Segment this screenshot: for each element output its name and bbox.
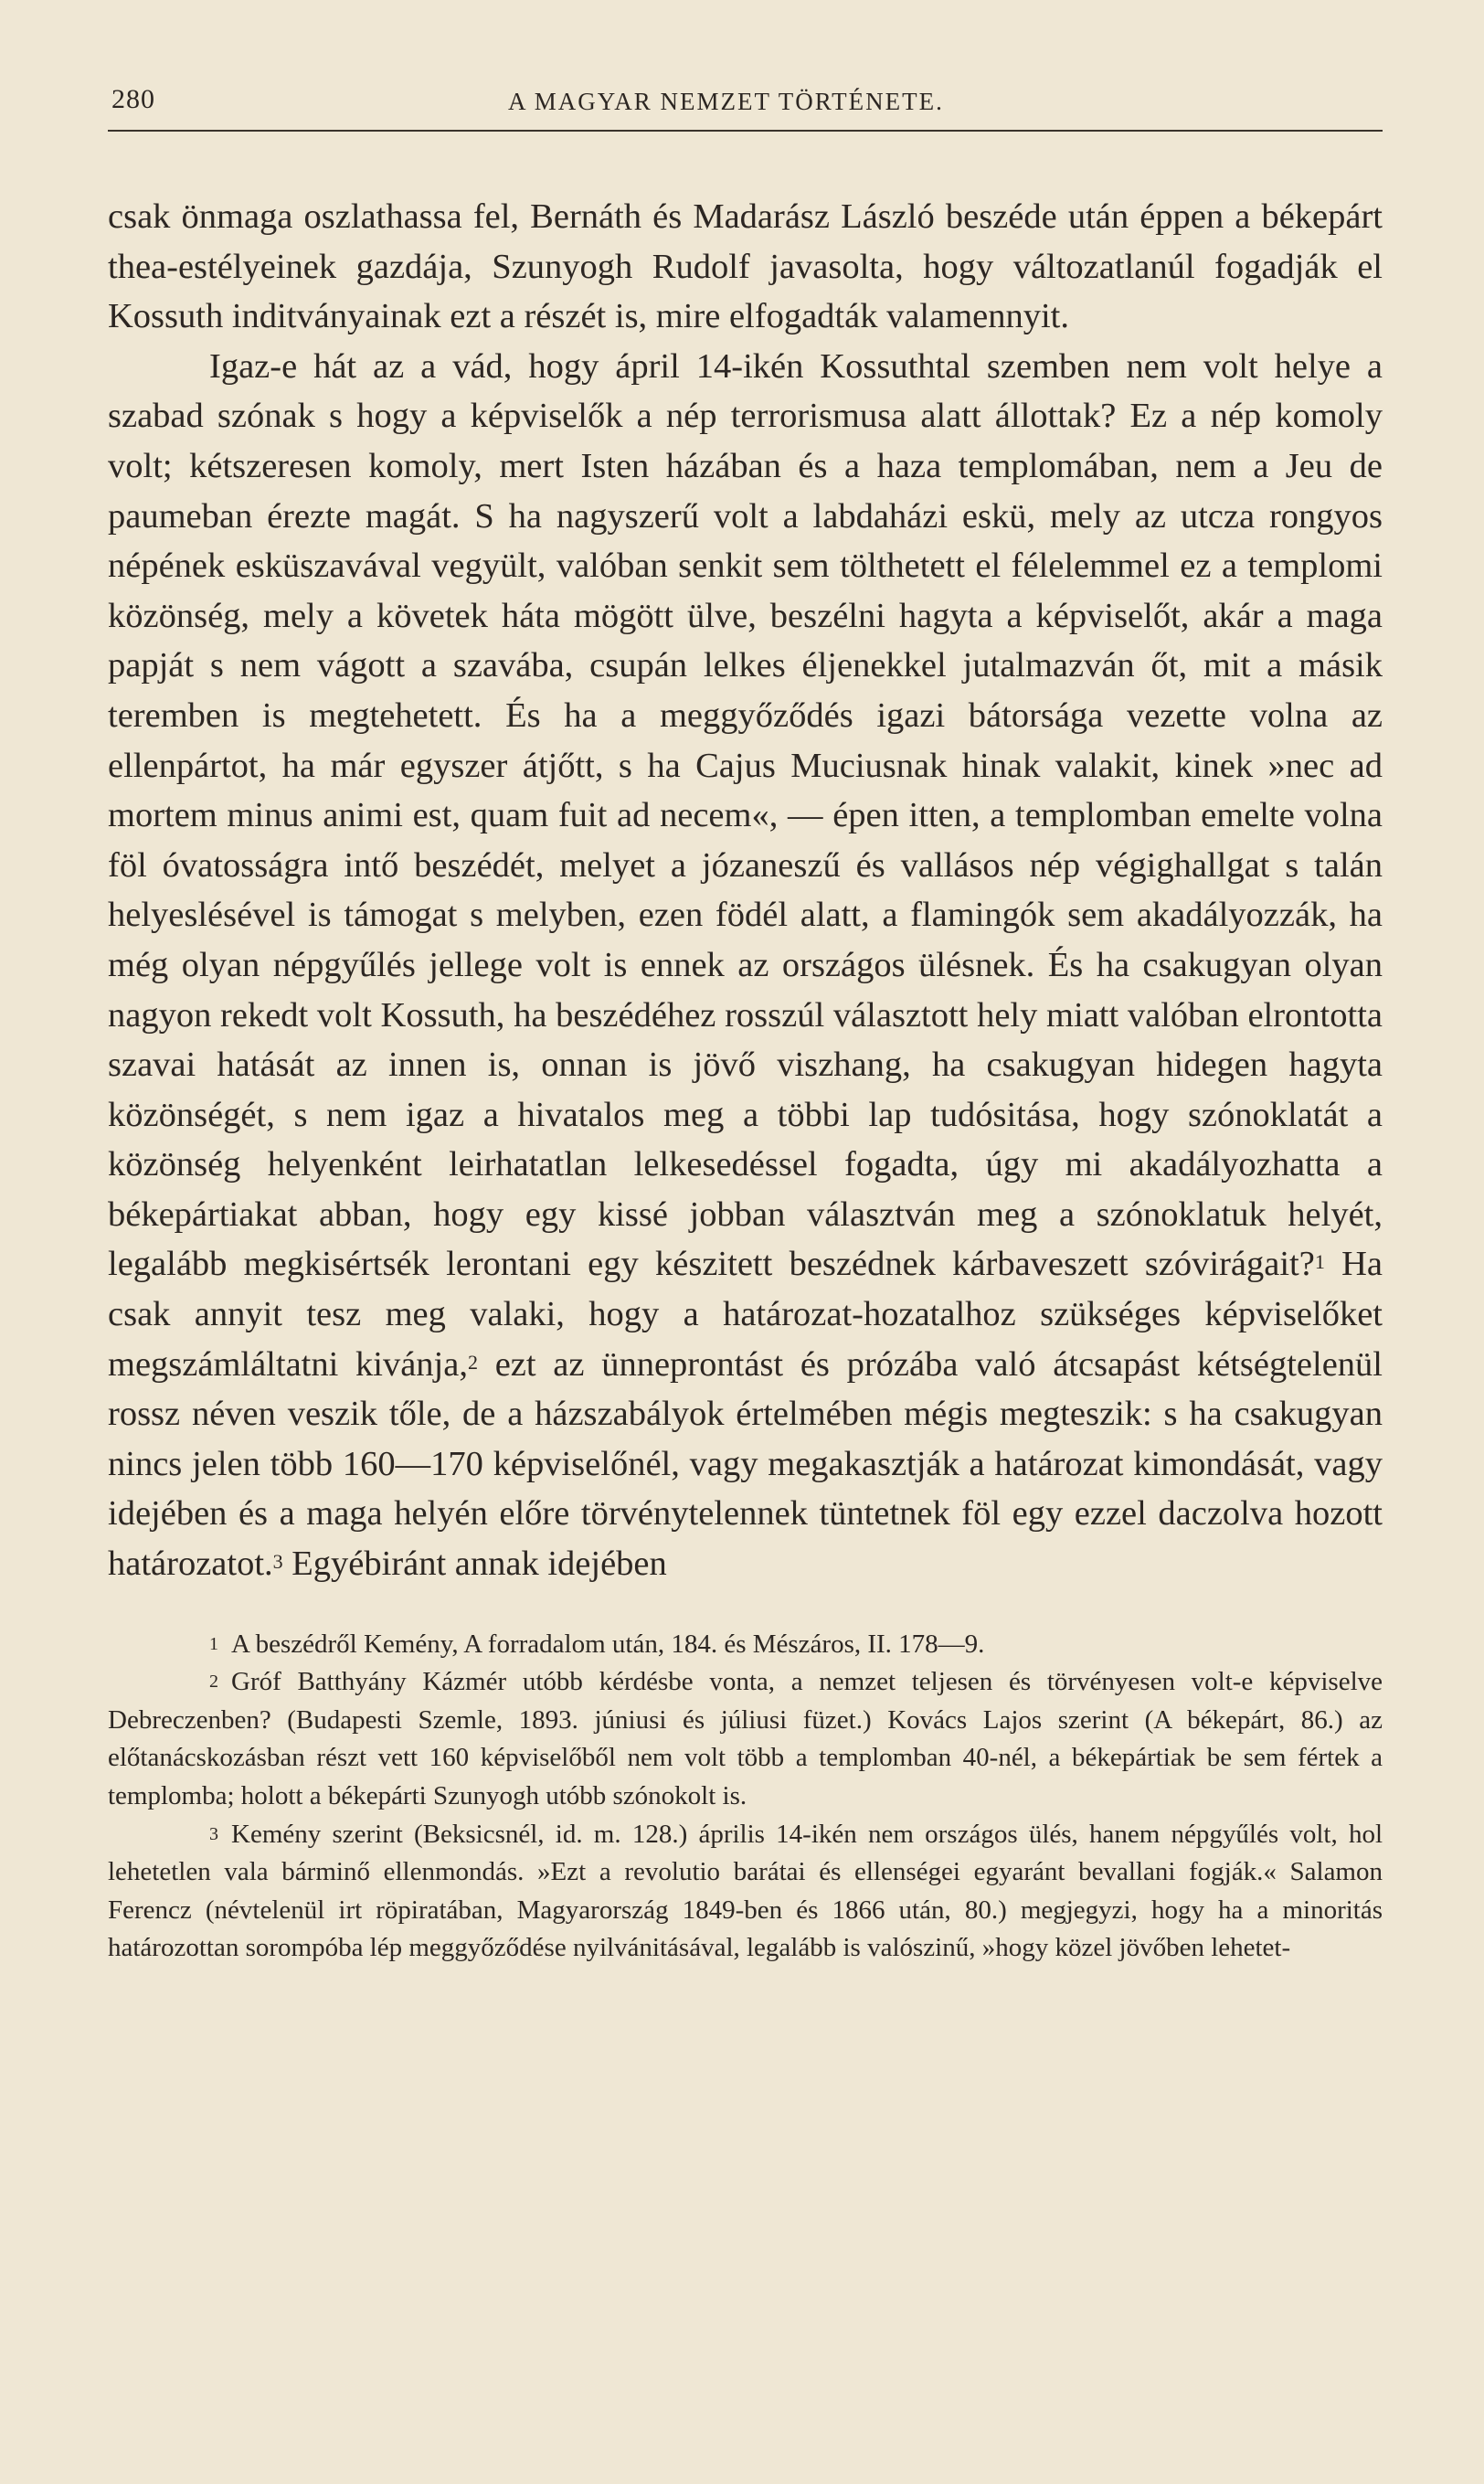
paragraph-2-part-c: ezt az ünneprontást és prózába való átcsapást kétségtelenül rossz néven veszik tőle, de a házszabályok értelmében mégis megteszik: s ha csakugyan nincs jelen több 160—170 képviselőnél, vagy megakasztják a határozat kimondását, vagy idejében és a maga helyén előre törvénytelennek tüntetnek föl egy ezzel daczolva hozott határozatot. bbox=[108, 1344, 1383, 1584]
footnote-text: Gróf Batthyány Kázmér utóbb kérdésbe vonta, a nemzet teljesen és törvényesen volt-e képviselve Debreczenben? (Budapesti Szemle, 1893. júniusi és júliusi füzet.) Kovács Lajos szerint (A békepárt, 86.) az előtanácskozásban részt vett 160 képviselőből nem volt több a templomban 40-nél, a békepártiak be sem fértek a templomba; holott a békepárti Szunyogh utóbb szónokolt is. bbox=[108, 1667, 1383, 1810]
footnote-ref-1[interactable]: 1 bbox=[1314, 1250, 1325, 1274]
running-head: A MAGYAR NEMZET TÖRTÉNETE. bbox=[508, 88, 944, 115]
footnotes bbox=[108, 1626, 1383, 1968]
paragraph-2 bbox=[108, 342, 1383, 1589]
page-number: 280 bbox=[111, 84, 155, 114]
body-text bbox=[108, 192, 1383, 1589]
header-rule bbox=[108, 130, 1383, 132]
paragraph-2-part-b: Ha csak annyit tesz meg valaki, hogy a határozat-hozatalhoz szükséges képviselőket megszámláltatni kivánja, bbox=[108, 1245, 1383, 1384]
footnote-number: 2 bbox=[209, 1672, 218, 1693]
footnote-2 bbox=[108, 1663, 1383, 1815]
paragraph-1: csak önmaga oszlathassa fel, Bernáth és Madarász László beszéde után éppen a békepárt thea-estélyeinek gazdája, Szunyogh Rudolf javasolta, hogy változatlanúl fogadják el Kossuth inditványainak ezt a részét is, mire elfogadták valamennyit. bbox=[108, 197, 1383, 336]
book-page bbox=[108, 84, 1383, 1968]
footnote-text: Kemény szerint (Beksicsnél, id. m. 128.) április 14-ikén nem országos ülés, hanem népgyűlés volt, hol lehetetlen vala bárminő ellenmondás. »Ezt a revolutio barátai és ellenségei egyaránt bevallani fogják.« Salamon Ferencz (névtelenül irt röpiratában, Magyarország 1849-ben és 1866 után, 80.) megjegyzi, hogy ha a minoritás határozottan sorompóba lép meggyőződése nyilvánitásával, legalább is valószinű, »hogy közel jövőben lehetet- bbox=[108, 1819, 1383, 1963]
footnote-number: 3 bbox=[209, 1823, 218, 1844]
paragraph-2-part-a: Igaz-e hát az a vád, hogy ápril 14-ikén Kossuthtal szemben nem volt helye a szabad szónak s hogy a képviselők a nép terrorismusa alatt állottak? Ez a nép komoly volt; kétszeresen komoly, mert Isten házában és a haza templomában, nem a Jeu de paumeban érezte magát. S ha nagyszerű volt a labdaházi eskü, mely az utcza rongyos népének esküszavával vegyült, valóban senkit sem tölthetett el félelemmel ez a templomi közönség, mely a követek háta mögött ülve, beszélni hagyta a képviselőt, akár a maga papját s nem vágott a szavába, csupán lelkes éljenekkel jutalmazván őt, mit a másik teremben is megtehetett. És ha a meggyőződés igazi bátorsága vezette volna az ellenpártot, ha már egyszer átjőtt, s ha Cajus Muciusnak hinak valakit, kinek »nec ad mortem minus animi est, quam fuit ad necem«, — épen itten, a templomban emelte volna föl óvatosságra intő beszédét, melyet a józaneszű és vallásos nép végighallgat s talán helyeslésével is támogat s melyben, ezen födél alatt, a flamingók sem akadályozzák, ha még olyan népgyűlés jellege volt is ennek az országos ülésnek. És ha csakugyan olyan nagyon rekedt volt Kossuth, ha beszédéhez rosszúl választott hely miatt valóban elrontotta szavai hatását az innen is, onnan is jövő viszhang, ha csakugyan hidegen hagyta közönségét, s nem igaz a hivatalos meg a többi lap tudósitása, hogy szónoklatát a közönség helyenként leirhatatlan lelkesedéssel fogadta, úgy mi akadályozhatta a békepártiakat abban, hogy egy kissé jobban választván meg a szónoklatuk helyét, legalább megkisértsék lerontani egy készitett beszédnek kárbaveszett szóvirágait? bbox=[108, 346, 1383, 1284]
footnote-3 bbox=[108, 1816, 1383, 1968]
footnote-text: A beszédről Kemény, A forradalom után, 184. és Mészáros, II. 178—9. bbox=[231, 1629, 985, 1659]
paragraph-2-part-d: Egyébiránt annak idejében bbox=[282, 1545, 667, 1584]
footnote-ref-2[interactable]: 2 bbox=[467, 1350, 478, 1374]
page-header bbox=[108, 84, 1383, 128]
footnote-number: 1 bbox=[209, 1633, 218, 1654]
footnote-ref-3[interactable]: 3 bbox=[272, 1550, 283, 1574]
footnote-1 bbox=[108, 1626, 1383, 1664]
